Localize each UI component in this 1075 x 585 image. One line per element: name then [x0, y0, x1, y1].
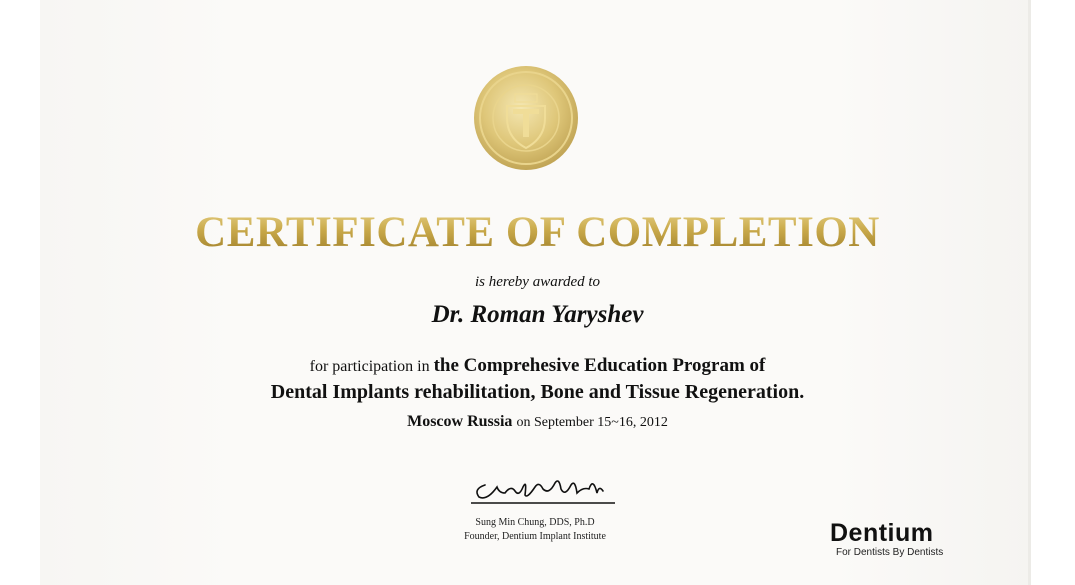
event-date: on September 15~16, 2012 — [516, 415, 668, 430]
program-line-1 — [0, 355, 1075, 377]
location: Moscow Russia — [407, 413, 513, 430]
signature-icon — [465, 463, 625, 511]
gold-seal-icon — [471, 46, 581, 188]
brand-block — [830, 519, 960, 558]
participation-lead: for participation in — [309, 358, 430, 375]
signer-title: Founder, Dentium Implant Institute — [464, 531, 606, 542]
location-date-line — [0, 413, 1075, 431]
program-title-part-1: the Comprehesive Education Program of — [433, 355, 766, 376]
paper-edge — [1028, 0, 1031, 585]
awarded-text: is hereby awarded to — [474, 274, 601, 290]
signer-block — [435, 516, 635, 544]
certificate-title: CERTIFICATE OF COMPLETION — [0, 208, 1075, 257]
program-title-part-2: Dental Implants rehabilitation, Bone and Tissue Regeneration. — [270, 381, 805, 403]
signer-name: Sung Min Chung, DDS, Ph.D — [475, 517, 595, 528]
brand-logo: Dentium — [830, 519, 934, 547]
recipient-name: Dr. Roman Yaryshev — [431, 301, 644, 328]
brand-tagline: For Dentists By Dentists — [836, 547, 944, 558]
